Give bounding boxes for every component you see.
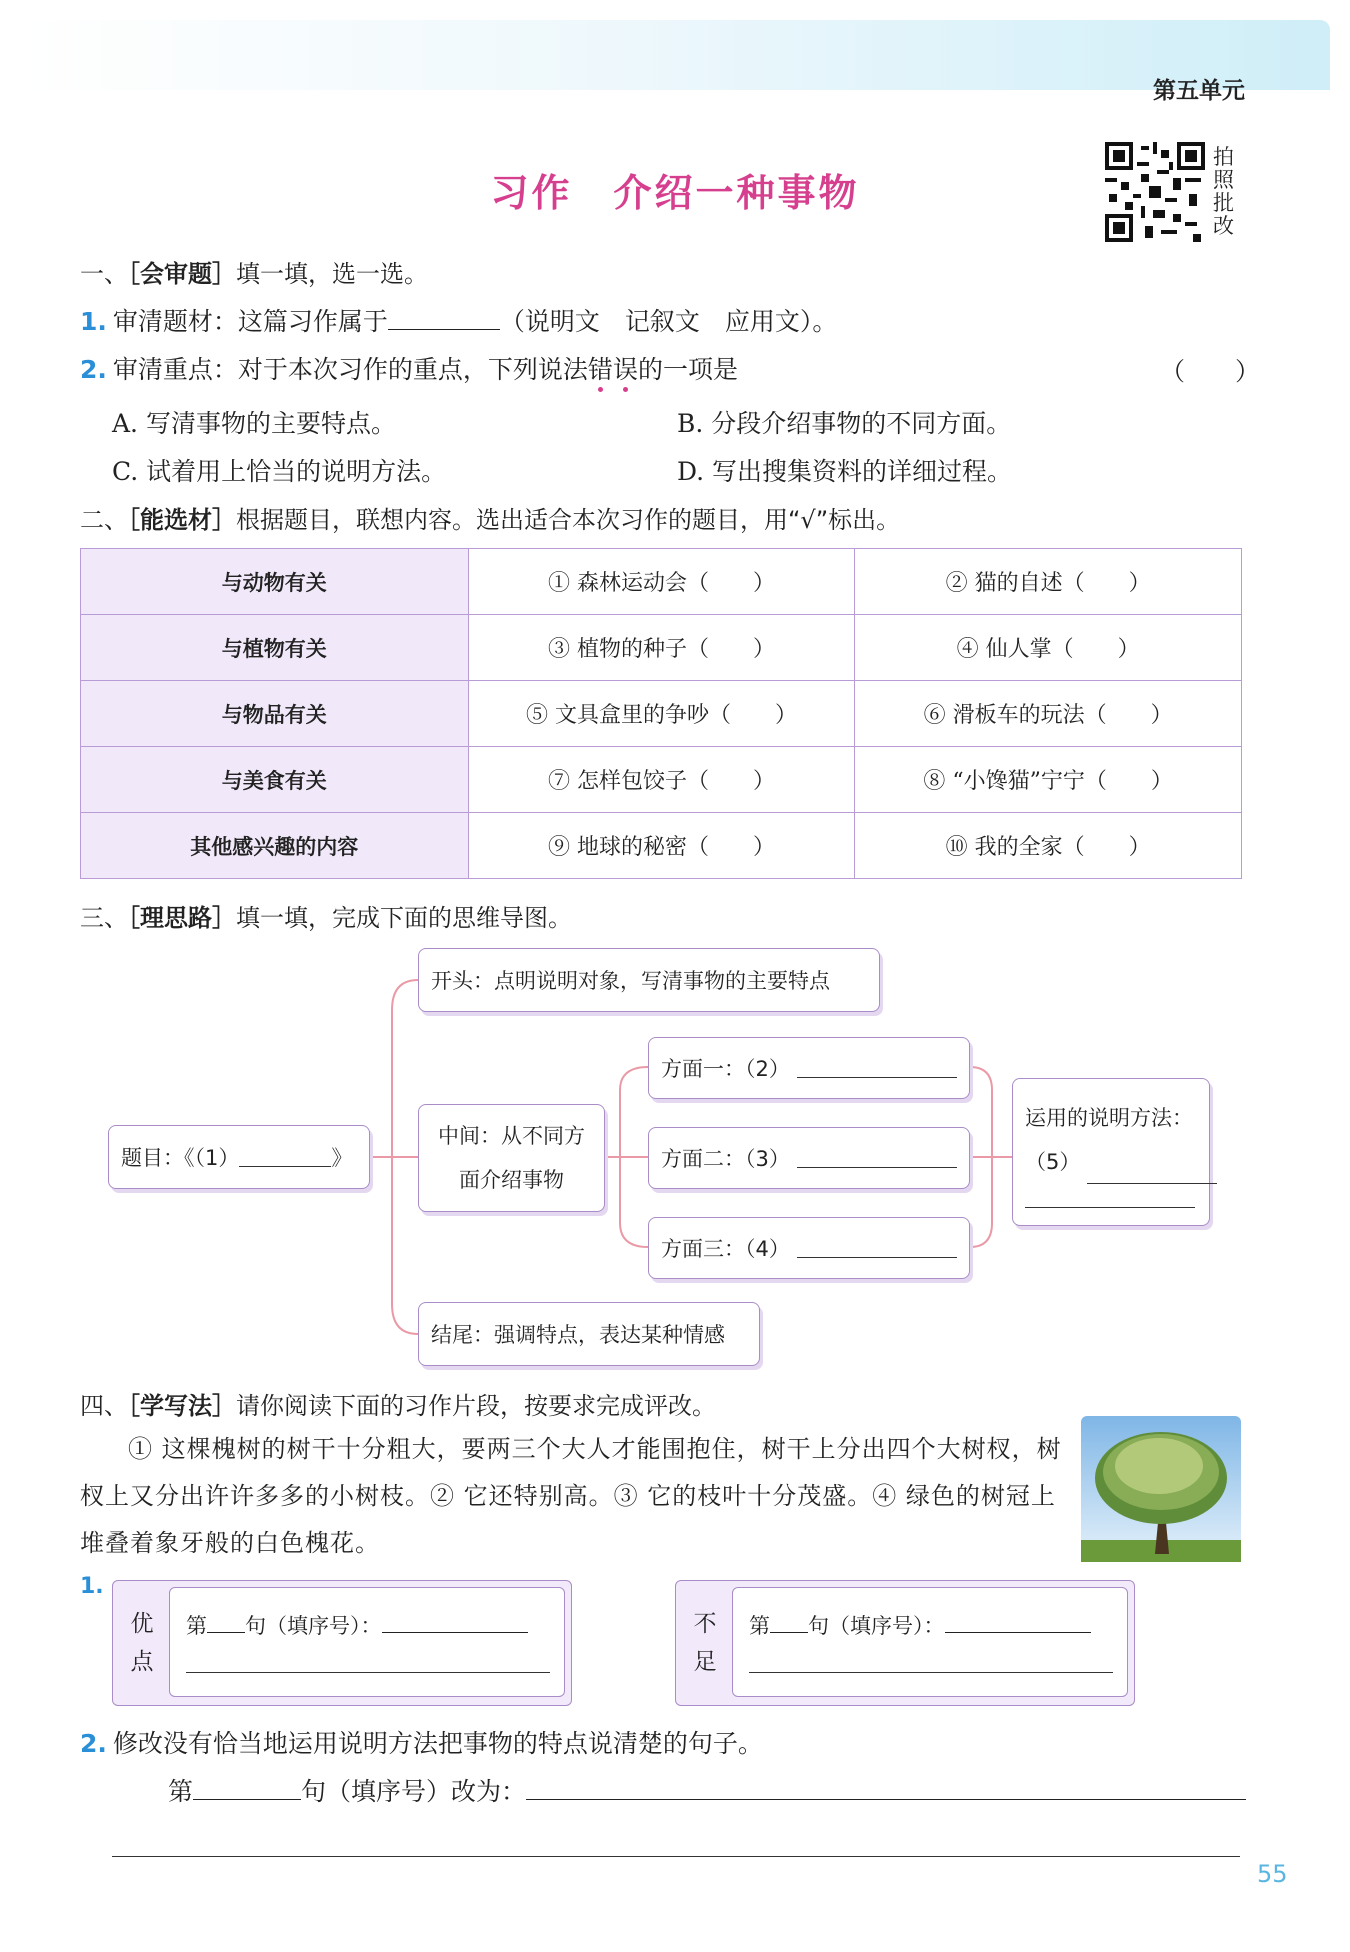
section-prefix: 四、 [80,1392,128,1420]
sentence-number-blank[interactable] [770,1611,808,1633]
table-row [81,747,1242,813]
table-row [81,681,1242,747]
rewrite-hint: 句（填序号）改为： [301,1777,527,1806]
table-row [81,813,1242,879]
merit-answer [169,1587,565,1697]
aspect-label: 方面一：（2） [661,1057,790,1081]
shortcoming-line[interactable] [749,1672,1113,1673]
question-text: 修改没有恰当地运用说明方法把事物的特点说清楚的句子。 [112,1729,763,1758]
mindmap-end: 结尾：强调特点，表达某种情感 [418,1302,760,1366]
question-number: 1. [80,1574,104,1599]
method-blank-2[interactable] [1025,1188,1195,1208]
question-number: 2. [80,1729,107,1758]
page-title: 习作 介绍一种事物 [490,171,860,215]
q1-number [80,1574,110,1599]
rewrite-fill-row [168,1772,1246,1808]
method-label: 运用的说明方法： [1025,1106,1193,1130]
question-text-end: 的一项是 [637,355,738,384]
mindmap-aspect-3 [648,1217,970,1279]
section-text: 填一填，选一选。 [236,260,428,288]
section-text: 填一填，完成下面的思维导图。 [236,904,572,932]
question-text: 审清重点：对于本次习作的重点，下列说法 [112,355,588,384]
section-1-heading [80,254,428,289]
section-prefix: 一、 [80,260,128,288]
aspect-label: 方面二：（3） [661,1147,790,1171]
section-2-heading [80,500,900,535]
header-band [20,20,1330,90]
section-tag: ［理思路］ [128,904,236,932]
mindmap-start: 开头：点明说明对象，写清事物的主要特点 [418,948,880,1012]
mindmap-topic-label: 题目：《（1） [121,1146,240,1170]
table-category: 与植物有关 [81,615,469,681]
table-topic[interactable]: ⑦ 怎样包饺子（ ） [468,747,855,813]
aspect-blank[interactable] [797,1148,957,1168]
table-category: 与美食有关 [81,747,469,813]
shortcoming-label: 不足 [693,1611,717,1675]
mindmap-method [1012,1078,1210,1226]
emphasis-char: 误 [612,355,638,384]
topic-table [80,548,1242,879]
table-category: 其他感兴趣的内容 [81,813,469,879]
question-1 [80,302,837,338]
mindmap-aspect-2 [648,1127,970,1189]
table-topic[interactable]: ⑤ 文具盒里的争吵（ ） [468,681,855,747]
mindmap-topic [108,1125,370,1189]
sentence-hint: 句（填序号）： [245,1614,382,1638]
table-topic[interactable]: ④ 仙人掌（ ） [855,615,1242,681]
question-number: 1. [80,307,107,336]
reading-passage: ① 这棵槐树的树干十分粗大，要两三个大人才能围抱住，树干上分出四个大树杈，树杈上又分出许许多多的小树枝。② 它还特别高。③ 它的枝叶十分茂盛。④ 绿色的树冠上堆叠着象牙般的白色槐花。 [80,1435,1062,1557]
rewrite-blank[interactable] [526,1774,1246,1800]
merit-label: 优点 [130,1611,154,1675]
page-number: 55 [1257,1860,1288,1888]
table-topic[interactable]: ⑩ 我的全家（ ） [855,813,1242,879]
sentence-number-blank[interactable] [207,1611,245,1633]
rewrite-number-blank[interactable] [193,1774,301,1800]
shortcoming-sentence-row [749,1610,1091,1640]
section-tag: ［会审题］ [128,260,236,288]
aspect-label: 方面三：（4） [661,1237,790,1261]
merit-reason-blank[interactable] [382,1611,528,1633]
table-category: 与物品有关 [81,681,469,747]
answer-blank[interactable] [388,304,500,330]
mindmap-middle [418,1104,605,1212]
section-3-heading [80,898,572,933]
mindmap-middle-line1: 中间：从不同方 [438,1124,585,1148]
aspect-blank[interactable] [797,1058,957,1078]
table-category: 与动物有关 [81,549,469,615]
mindmap-middle-line2: 面介绍事物 [459,1168,564,1192]
rewrite-prefix: 第 [168,1777,194,1806]
method-number: （5） [1025,1150,1081,1174]
section-prefix: 二、 [80,506,128,534]
option-c[interactable]: C. 试着用上恰当的说明方法。 [112,457,447,486]
shortcoming-box [675,1580,1135,1706]
question-choices: （说明文 记叙文 应用文）。 [499,307,838,336]
question-2 [80,350,738,386]
mindmap-topic-close: 》 [331,1146,353,1170]
section-tag: ［学写法］ [128,1392,236,1420]
sentence-prefix: 第 [749,1614,770,1638]
section-4-heading [80,1386,716,1421]
section-tag: ［能选材］ [128,506,236,534]
merit-sentence-row [186,1610,528,1640]
rewrite-line-2[interactable] [112,1856,1240,1857]
section-text: 请你阅读下面的习作片段，按要求完成评改。 [236,1392,716,1420]
merit-line[interactable] [186,1672,550,1673]
sentence-hint: 句（填序号）： [808,1614,945,1638]
table-topic[interactable]: ⑥ 滑板车的玩法（ ） [855,681,1242,747]
shortcoming-answer [732,1587,1128,1697]
tree-picture-icon [1081,1416,1241,1562]
section-text: 根据题目，联想内容。选出适合本次习作的题目，用“√”标出。 [236,506,901,534]
aspect-blank[interactable] [797,1238,957,1258]
table-topic[interactable]: ⑧ “小馋猫”宁宁（ ） [855,747,1242,813]
option-d[interactable]: D. 写出搜集资料的详细过程。 [677,457,1013,486]
table-topic[interactable]: ③ 植物的种子（ ） [468,615,855,681]
qr-caption: 拍照批改 [1213,145,1234,238]
option-b[interactable]: B. 分段介绍事物的不同方面。 [677,409,1012,438]
table-row [81,549,1242,615]
shortcoming-reason-blank[interactable] [945,1611,1091,1633]
table-topic[interactable]: ① 森林运动会（ ） [468,549,855,615]
table-topic[interactable]: ⑨ 地球的秘密（ ） [468,813,855,879]
method-blank[interactable] [1087,1164,1217,1184]
sentence-prefix: 第 [186,1614,207,1638]
mindmap-aspect-1 [648,1037,970,1099]
option-a[interactable]: A. 写清事物的主要特点。 [112,409,396,438]
table-row [81,615,1242,681]
answer-paren[interactable]: （ ） [1160,357,1261,386]
question-text: 审清题材：这篇习作属于 [112,307,388,336]
emphasis-char: 错 [587,355,613,384]
question-number: 2. [80,355,107,384]
table-topic[interactable]: ② 猫的自述（ ） [855,549,1242,615]
unit-label: 第五单元 [1153,78,1245,104]
merit-box [112,1580,572,1706]
question-2-rewrite [80,1724,763,1760]
section-prefix: 三、 [80,904,128,932]
topic-blank[interactable] [239,1147,331,1167]
